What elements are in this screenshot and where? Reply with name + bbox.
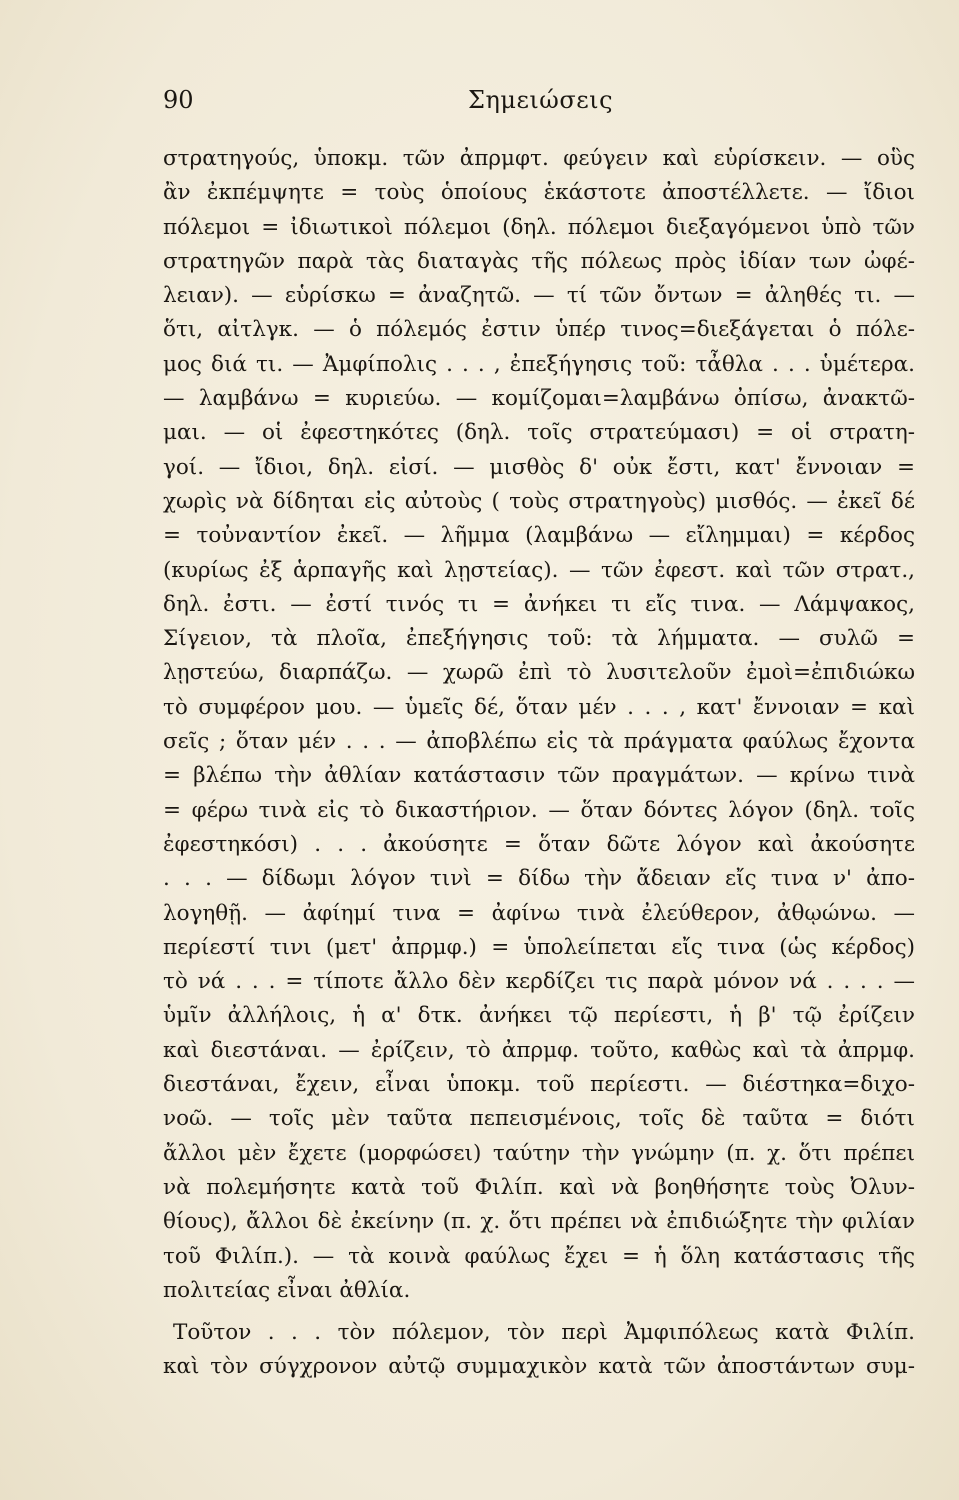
text-line: λειαν). — εὑρίσκω = ἀναζητῶ. — τί τῶν ὄντων = ἀληθές τι. — [163, 283, 915, 309]
text-line: Τοῦτον . . . τὸν πόλεμον, τὸν περὶ Ἀμφιπόλεως κατὰ Φιλίπ. [173, 1320, 915, 1346]
text-line: πολιτείας εἶναι ἀθλία. [163, 1277, 411, 1303]
text-line: λῃστεύω, διαρπάζω. — χωρῶ ἐπὶ τὸ λυσιτελοῦν ἐμοὶ=ἐπιδιώκω [163, 660, 915, 686]
text-line: — λαμβάνω = κυριεύω. — κομίζομαι=λαμβάνω ὀπίσω, ἀνακτῶ- [163, 386, 915, 412]
text-line: = βλέπω τὴν ἀθλίαν κατάστασιν τῶν πραγμάτων. — κρίνω τινὰ [163, 763, 915, 789]
text-line: . . . — δίδωμι λόγον τινὶ = δίδω τὴν ἄδειαν εἴς τινα ν' ἀπο- [163, 866, 915, 892]
text-line: τοῦ Φιλίπ.). — τὰ κοινὰ φαύλως ἔχει = ἡ ὅλη κατάστασις τῆς [163, 1243, 915, 1269]
text-line: γοί. — ἴδιοι, δηλ. εἰσί. — μισθὸς δ' οὐκ ἔστι, κατ' ἔννοιαν = [163, 454, 915, 480]
text-line: τὸ νά . . . = τίποτε ἄλλο δὲν κερδίζει τις παρὰ μόνον νά . . . . — [163, 969, 915, 995]
text-line: θίους), ἄλλοι δὲ ἐκείνην (π. χ. ὅτι πρέπει νὰ ἐπιδιώξητε τὴν φιλίαν [163, 1209, 915, 1235]
paragraph-gap [163, 1308, 915, 1316]
text-line: = φέρω τινὰ εἰς τὸ δικαστήριον. — ὅταν δόντες λόγον (δηλ. τοῖς [163, 797, 915, 823]
notes-body [163, 142, 915, 1385]
text-line: δηλ. ἐστι. — ἐστί τινός τι = ἀνήκει τι εἴς τινα. — Λάμψακος, [163, 591, 915, 617]
text-line: λογηθῇ. — ἀφίημί τινα = ἀφίνω τινὰ ἐλεύθερον, ἀθῳώνω. — [163, 900, 915, 926]
text-line: ἂν ἐκπέμψητε = τοὺς ὁποίους ἑκάστοτε ἀποστέλλετε. — ἴδιοι [163, 180, 915, 206]
text-line: μαι. — οἱ ἐφεστηκότες (δηλ. τοῖς στρατεύμασι) = οἱ στρατη- [163, 420, 915, 446]
notes-paragraph-1 [163, 142, 915, 1308]
text-line: περίεστί τινι (μετ' ἀπρμφ.) = ὑπολείπεται εἴς τινα (ὡς κέρδος) [163, 934, 915, 960]
text-line: χωρὶς νὰ δίδηται εἰς αὐτοὺς ( τοὺς στρατηγοὺς) μισθός. — ἐκεῖ δέ [163, 488, 915, 514]
text-line: Σίγειον, τὰ πλοῖα, ἐπεξήγησις τοῦ: τὰ λήμματα. — συλῶ = [163, 626, 915, 652]
text-line: στρατηγούς, ὑποκμ. τῶν ἀπρμφτ. φεύγειν καὶ εὑρίσκειν. — οὓς [163, 146, 915, 171]
text-line: τὸ συμφέρον μου. — ὑμεῖς δέ, ὅταν μέν . . . , κατ' ἔννοιαν = καὶ [163, 694, 915, 720]
text-line: πόλεμοι = ἰδιωτικοὶ πόλεμοι (δηλ. πόλεμοι διεξαγόμενοι ὑπὸ τῶν [163, 214, 915, 240]
text-line: διεστάναι, ἔχειν, εἶναι ὑποκμ. τοῦ περίεστι. — διέστηκα=διχο- [163, 1072, 915, 1098]
text-line: ἄλλοι μὲν ἔχετε (μορφώσει) ταύτην τὴν γνώμην (π. χ. ὅτι πρέπει [163, 1140, 915, 1166]
text-line: μος διά τι. — Ἀμφίπολις . . . , ἐπεξήγησις τοῦ: τἆθλα . . . ὑμέτερα. [163, 351, 915, 377]
text-line: καὶ τὸν σύγχρονον αὐτῷ συμμαχικὸν κατὰ τῶν ἀποστάντων συμ- [163, 1354, 915, 1380]
text-line: στρατηγῶν παρὰ τὰς διαταγὰς τῆς πόλεως πρὸς ἰδίαν των ὠφέ- [163, 248, 915, 274]
text-line: ὑμῖν ἀλλήλοις, ἡ α' δτκ. ἀνήκει τῷ περίεστι, ἡ β' τῷ ἐρίζειν [163, 1003, 915, 1029]
text-line: νοῶ. — τοῖς μὲν ταῦτα πεπεισμένοις, τοῖς δὲ ταῦτα = διότι [163, 1106, 915, 1132]
text-line: ἐφεστηκόσι) . . . ἀκούσητε = ὅταν δῶτε λόγον καὶ ἀκούσητε [163, 831, 915, 857]
text-line: καὶ διεστάναι. — ἐρίζειν, τὸ ἀπρμφ. τοῦτο, καθὼς καὶ τὰ ἀπρμφ. [163, 1037, 915, 1063]
running-title: Σημειώσεις [468, 86, 614, 114]
text-line: (κυρίως ἐξ ἁρπαγῆς καὶ λῃστείας). — τῶν ἐφεστ. καὶ τῶν στρατ., [163, 557, 915, 583]
page-number: 90 [163, 86, 194, 114]
notes-paragraph-2 [163, 1316, 915, 1385]
text-line: ὅτι, αἰτλγκ. — ὁ πόλεμός ἐστιν ὑπέρ τινος=διεξάγεται ὁ πόλε- [163, 317, 915, 343]
text-line: = τοὐναντίον ἐκεῖ. — λῆμμα (λαμβάνω — εἴλημμαι) = κέρδος [163, 523, 915, 549]
page-header [163, 86, 899, 126]
text-line: σεῖς ; ὅταν μέν . . . — ἀποβλέπω εἰς τὰ πράγματα φαύλως ἔχοντα [163, 729, 915, 755]
text-line: νὰ πολεμήσητε κατὰ τοῦ Φιλίπ. καὶ νὰ βοηθήσητε τοὺς Ὀλυν- [163, 1174, 915, 1200]
